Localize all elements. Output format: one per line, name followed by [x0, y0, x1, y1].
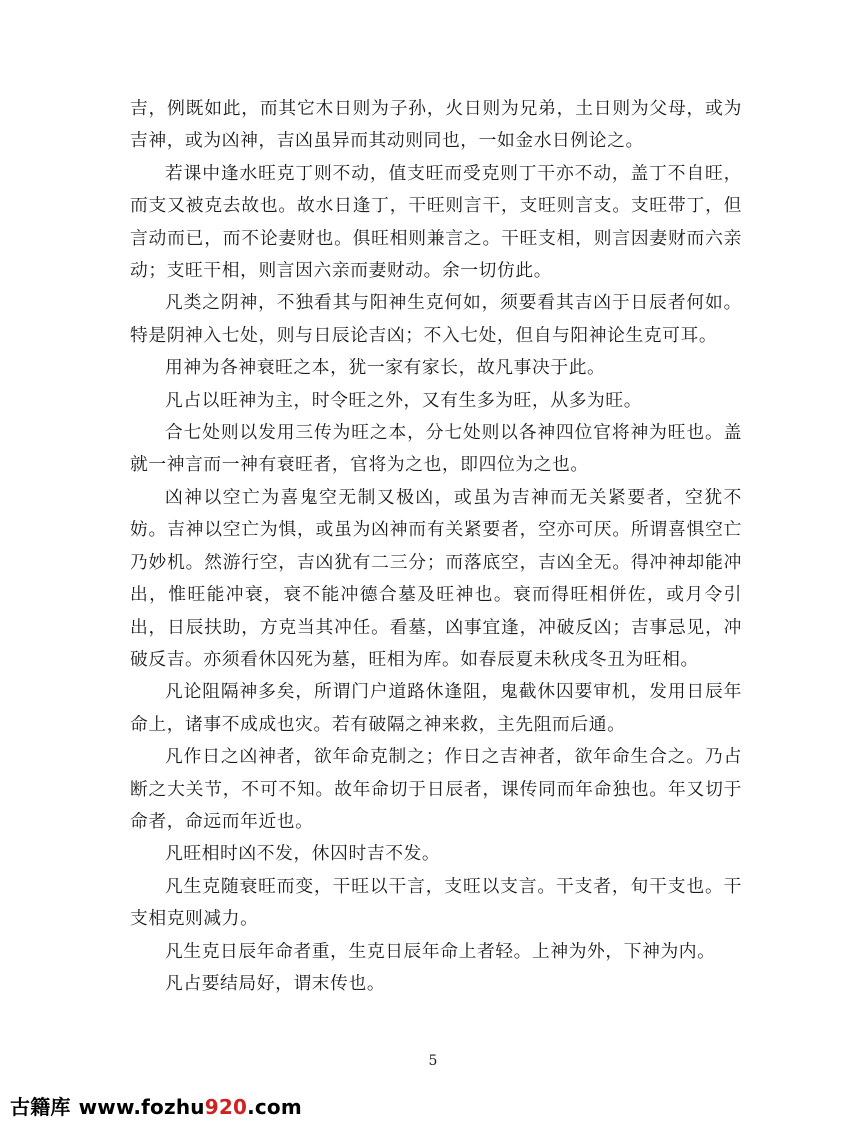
- paragraph: 凡生克随衰旺而变，干旺以干言，支旺以支言。干支者，旬干支也。干支相克则减力。: [130, 876, 742, 930]
- paragraph: 合七处则以发用三传为旺之本，分七处则以各神四位官将神为旺也。盖就一神言而一神有衰旺者，官将为之也，即四位为之也。: [130, 423, 742, 476]
- watermark: [10, 1091, 302, 1120]
- paragraph: 凡旺相时凶不发，休囚时吉不发。: [165, 844, 441, 865]
- paragraph: 凡作日之凶神者，欲年命克制之；作日之吉神者，欲年命生合之。乃占断之大关节，不可不知。故年命切于日辰者，课传同而年命独也。年又切于命者，命远而年近也。: [130, 747, 742, 832]
- paragraph: 凡占要结局好，谓末传也。: [165, 973, 386, 994]
- paragraph: 凡类之阴神，不独看其与阳神生克何如，须要看其吉凶于日辰者何如。特是阴神入七处，则与日辰论吉凶；不入七处，但自与阳神论生克可耳。: [130, 293, 742, 346]
- paragraph: 凶神以空亡为喜鬼空无制又极凶，或虽为吉神而无关紧要者，空犹不妨。吉神以空亡为惧，或虽为凶神而有关紧要者，空亦可厌。所谓喜惧空亡乃妙机。然游行空，吉凶犹有二三分；而落底空，吉凶全无。得冲神却能冲出，惟旺能冲衰，衰不能冲德合墓及旺神也。衰而得旺相併佐，或月令引出，日辰扶助，方克当其冲任。看墓，凶事宜逢，冲破反凶；吉事忌见，冲破反吉。亦须看休囚死为墓，旺相为库。如春辰夏未秋戌冬丑为旺相。: [130, 487, 742, 670]
- paragraph: 若课中逢水旺克丁则不动，值支旺而受克则丁干亦不动，盖丁不自旺，而支又被克去故也。故水日逢丁，干旺则言干，支旺则言支。支旺带丁，但言动而已，而不论妻财也。俱旺相则兼言之。干旺支相，则言因妻财而六亲动；支旺干相，则言因六亲而妻财动。余一切仿此。: [130, 163, 742, 282]
- body-text: [130, 93, 742, 1000]
- watermark-site-name: 古籍库: [10, 1095, 71, 1119]
- watermark-url-number: 920: [204, 1095, 248, 1119]
- paragraph: 凡占以旺神为主，时令旺之外，又有生多为旺，从多为旺。: [165, 390, 643, 411]
- page-number: 5: [428, 1053, 438, 1069]
- paragraph: 吉，例既如此，而其它木日则为子孙，火日则为兄弟，土日则为父母，或为吉神，或为凶神，吉凶虽异而其动则同也，一如金水日例论之。: [130, 99, 742, 152]
- paragraph: 凡生克日辰年命者重，生克日辰年命上者轻。上神为外，下神为内。: [165, 941, 716, 962]
- watermark-url-prefix: www.fozhu: [78, 1095, 205, 1119]
- watermark-url-suffix: .com: [247, 1095, 302, 1119]
- paragraph: 用神为各神衰旺之本，犹一家有家长，故凡事决于此。: [165, 358, 606, 379]
- paragraph: 凡论阻隔神多矣，所谓门户道路休逢阻，鬼截休囚要审机，发用日辰年命上，诸事不成成也灾。若有破隔之神来救，主先阻而后通。: [130, 682, 742, 735]
